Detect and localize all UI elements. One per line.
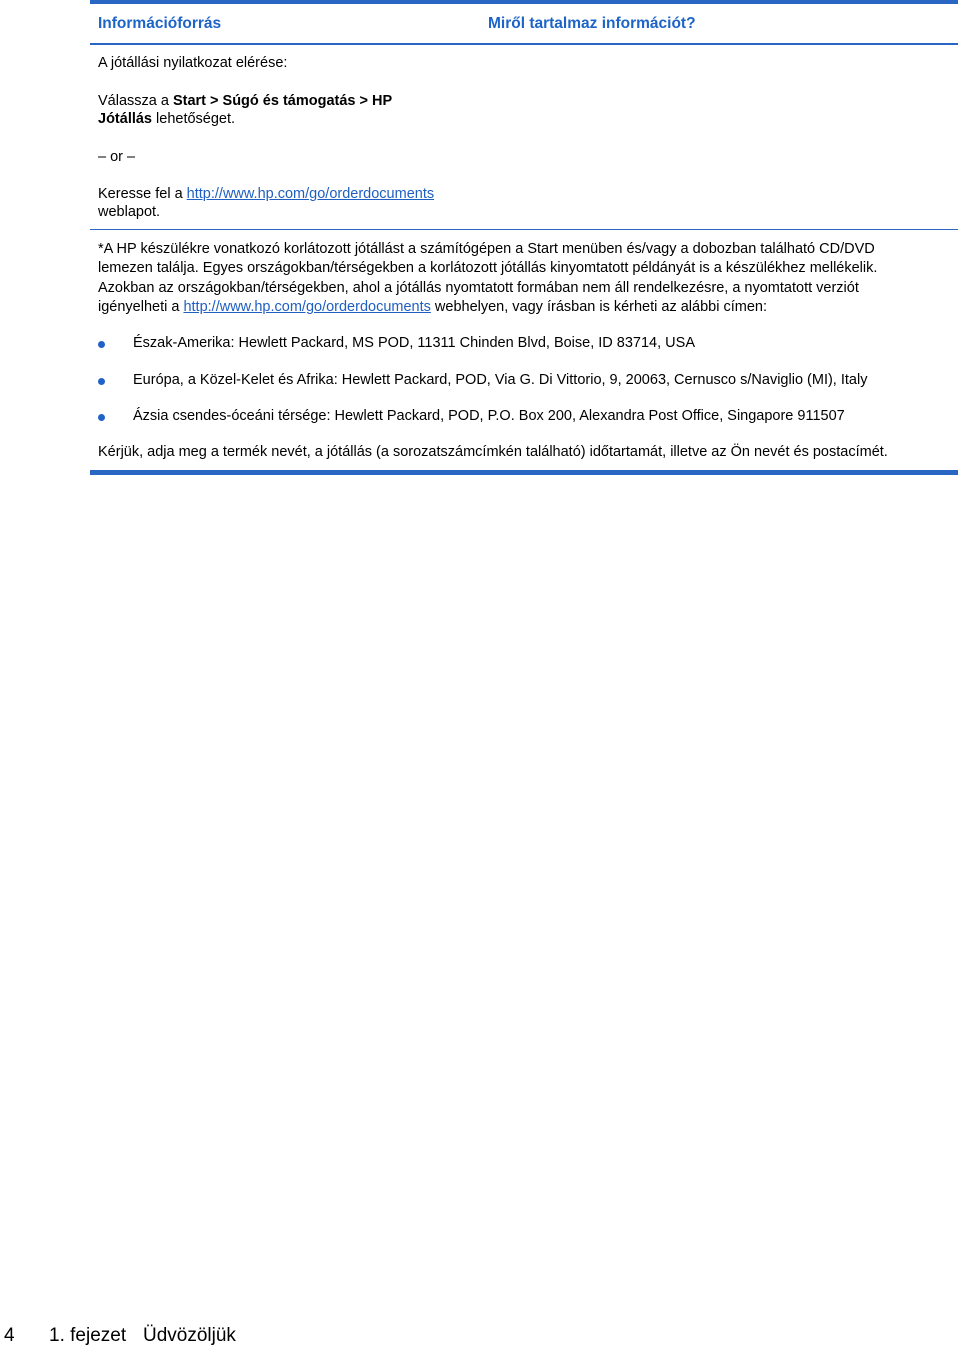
- chapter-label: 1. fejezet: [49, 1325, 127, 1346]
- address-asia-pacific: Ázsia csendes-óceáni térsége: Hewlett Packard, POD, P.O. Box 200, Alexandra Post Office, Singapore 911507: [133, 408, 845, 424]
- warranty-para-line-3: Azokban az országokban/térségekben, ahol a jótállás nyomtatott formában nem áll rendelkezésre, a nyomtatott verziót: [98, 280, 859, 296]
- warranty-para-line-2: lemezen találja. Egyes országokban/térségekben a korlátozott jótállás kinyomtatott példányát is a készülékhez mellékelik.: [98, 260, 878, 276]
- table-bottom-rule: [90, 470, 958, 475]
- closing-text: Kérjük, adja meg a termék nevét, a jótállás (a sorozatszámcímkén található) időtartamát, illetve az Ön nevét és postacímét.: [98, 444, 888, 460]
- order-documents-link[interactable]: http://www.hp.com/go/orderdocuments: [186, 186, 435, 202]
- page-number: 4: [4, 1325, 15, 1346]
- step1-menu-path: Start > Súgó és támogatás > HP: [172, 93, 393, 109]
- bullet-icon: [98, 341, 105, 348]
- step1-line: [98, 92, 392, 110]
- section-rule: [90, 229, 958, 230]
- step1-suffix: lehetőséget.: [152, 111, 236, 127]
- info-table: [90, 0, 958, 476]
- chapter-title: Üdvözöljük: [143, 1325, 236, 1346]
- table-header-rule: [90, 43, 958, 45]
- step2-prefix: Keresse fel a: [98, 186, 187, 202]
- access-label: A jótállási nyilatkozat elérése:: [98, 55, 288, 71]
- column-header-source: Információforrás: [98, 15, 222, 32]
- column-header-content: Miről tartalmaz információt?: [488, 15, 696, 32]
- para-line4-prefix: igényelheti a: [98, 299, 184, 315]
- step2-suffix: weblapot.: [98, 204, 161, 220]
- or-separator: – or –: [98, 149, 136, 165]
- address-europe: Európa, a Közel-Kelet és Afrika: Hewlett Packard, POD, Via G. Di Vittorio, 9, 20063, Cernusco s/Naviglio (MI), Italy: [133, 372, 868, 388]
- para-line4-suffix: webhelyen, vagy írásban is kérheti az alábbi címen:: [430, 299, 767, 315]
- step1-line-2: [98, 110, 235, 128]
- bullet-icon: [98, 414, 105, 421]
- step2-line: [98, 185, 434, 203]
- warranty-para-line-1: *A HP készülékre vonatkozó korlátozott jótállást a számítógépen a Start menüben és/vagy a dobozban található CD/DVD: [98, 241, 875, 257]
- bullet-icon: [98, 378, 105, 385]
- address-north-america: Észak-Amerika: Hewlett Packard, MS POD, 11311 Chinden Blvd, Boise, ID 83714, USA: [133, 335, 695, 351]
- step1-menu-item: Jótállás: [98, 111, 152, 127]
- step1-prefix: Válassza a: [98, 93, 173, 109]
- table-header-row: [90, 4, 958, 43]
- order-documents-link-2[interactable]: http://www.hp.com/go/orderdocuments: [183, 299, 431, 315]
- warranty-para-line-4: [98, 298, 767, 316]
